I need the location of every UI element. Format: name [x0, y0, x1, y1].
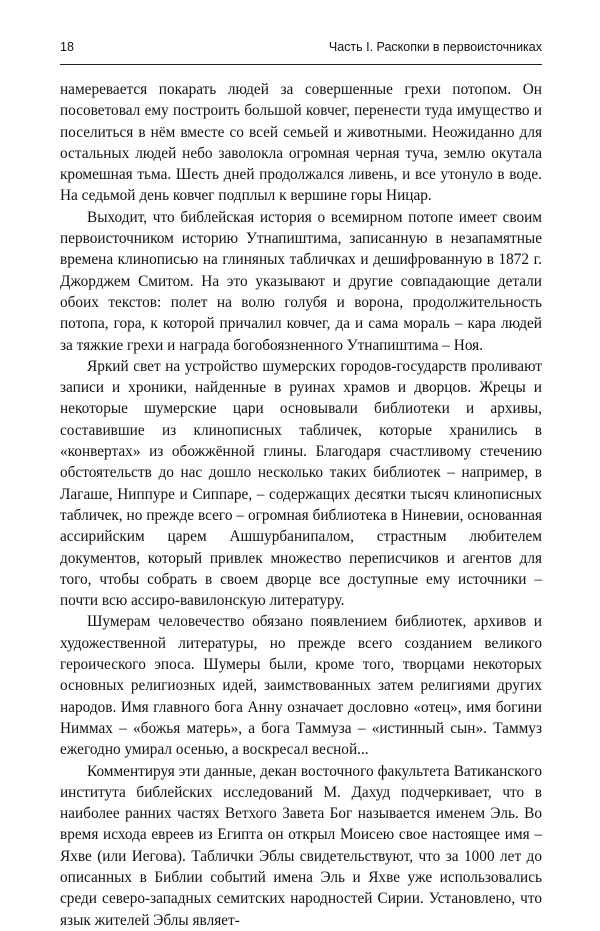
running-header-title: Часть I. Раскопки в первоисточниках — [328, 40, 542, 54]
paragraph-dahood-commentary: Комментируя эти данные, декан восточного факультета Ватиканского института библейских исследований М. Дахуд подчеркивает, что в наиболее ранних частях Ветхого Завета Бог называется именем Эль. Во время исхода евреев из Египта он открыл Моисею свое настоящее имя – Яхве (или Иегова). Таблички Эблы свидетельствуют, что за 1000 лет до описанных в Библии событий имена Эль и Яхве уже использовались среди северо-западных семитских народностей Сирии. Установлено, что язык жителей Эблы являет- — [60, 762, 542, 929]
paragraph-sumerian-libraries: Яркий свет на устройство шумерских городов-государств проливают записи и хроники, найденные в руинах храмов и дворцов. Жрецы и некоторые шумерские цари основывали библиотеки и архивы, составившие из клинописных табличек, которые хранились в «конвертах» из обожжённой глины. Благодаря счастливому стечению обстоятельств до нас дошло несколько таких библиотек – например, в Лагаше, Ниппуре и Сиппаре, – содержащих десятки тысяч клинописных табличек, но прежде всего – огромная библиотека в Ниневии, основанная ассирийским царем Ашшурбанипалом, страстным любителем документов, который привлек множество переписчиков и агентов для того, чтобы собрать в своем дворце все доступные ему источники – почти всю ассиро-вавилонскую литературу. — [60, 357, 542, 610]
body-text — [60, 79, 542, 931]
header-divider — [60, 64, 542, 65]
page-number: 18 — [60, 40, 74, 54]
paragraph-utnapishtim-source: Выходит, что библейская история о всемирном потопе имеет своим первоисточником историю Утнапиштима, записанную в незапамятные времена клинописью на глиняных табличках и дешифрованную в 1872 г. Джорджем Смитом. На это указывают и другие совпадающие детали обоих текстов: полет на волю голубя и ворона, продолжительность потопа, гора, к которой причалил ковчег, да и сама мораль – кара людей за тяжкие грехи и награда богобоязненного Утнапиштима – Ноя. — [60, 208, 542, 354]
running-header — [60, 40, 542, 60]
paragraph-sumerian-legacy: Шумерам человечество обязано появлением библиотек, архивов и художественной литературы, но прежде всего созданием великого героического эпоса. Шумеры были, кроме того, творцами некоторых основных религиозных идей, заимствованных затем религиями других народов. Имя главного бога Анну означает дословно «отец», имя богини Ниммах – «божья матерь», а бога Таммуза – «истинный сын». Таммуз ежегодно умирал осенью, а воскресал весной... — [60, 613, 542, 759]
paragraph-flood-story-continued: намеревается покарать людей за совершенные грехи потопом. Он посоветовал ему построить большой ковчег, перенести туда имущество и поселиться в нём вместе со всей семьей и животными. Неожиданно для остальных людей небо заволокла огромная черная туча, землю окутала кромешная тьма. Шесть дней продолжался ливень, и все утонуло в воде. На седьмой день ковчег подплыл к вершине горы Ницар. — [60, 81, 542, 205]
